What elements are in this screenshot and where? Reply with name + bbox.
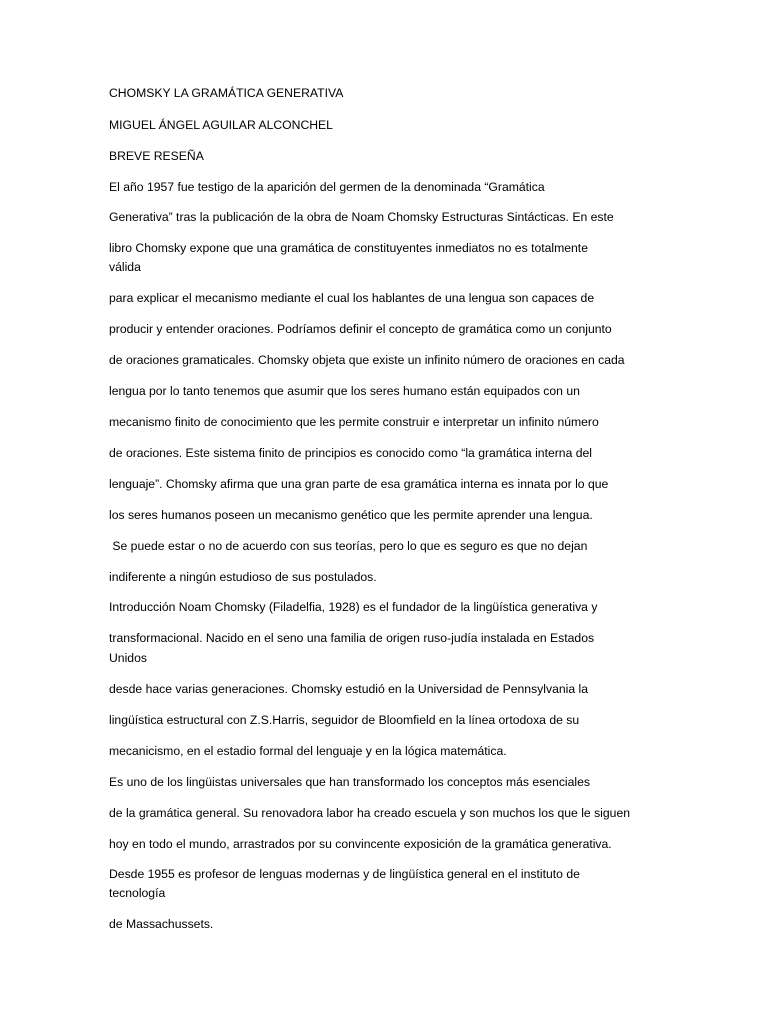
body-line: hoy en todo el mundo, arrastrados por su convincente exposición de la gramática generativa.: [109, 837, 612, 851]
body-line: libro Chomsky expone que una gramática de constituyentes inmediatos no es totalmente: [109, 241, 588, 255]
body-line: tecnología: [109, 886, 166, 900]
document-title: CHOMSKY LA GRAMÁTICA GENERATIVA: [109, 86, 344, 100]
body-line: Desde 1955 es profesor de lenguas modernas y de lingüística general en el instituto de: [109, 867, 580, 881]
document-author: MIGUEL ÁNGEL AGUILAR ALCONCHEL: [109, 118, 333, 132]
body-line: indiferente a ningún estudioso de sus postulados.: [109, 570, 377, 584]
body-line: Es uno de los lingüistas universales que han transformado los conceptos más esenciales: [109, 775, 591, 789]
body-line: los seres humanos poseen un mecanismo genético que les permite aprender una lengua.: [109, 508, 593, 522]
body-line: lengua por lo tanto tenemos que asumir que los seres humano están equipados con un: [109, 384, 580, 398]
body-line: mecanicismo, en el estadio formal del lenguaje y en la lógica matemática.: [109, 744, 507, 758]
section-heading: BREVE RESEÑA: [109, 149, 204, 163]
body-line: válida: [109, 260, 141, 274]
body-line: de Massachussets.: [109, 917, 214, 931]
body-line: de oraciones gramaticales. Chomsky objeta que existe un infinito número de oraciones en cada: [109, 353, 625, 367]
body-line: Generativa” tras la publicación de la obra de Noam Chomsky Estructuras Sintácticas. En este: [109, 210, 614, 224]
body-line: mecanismo finito de conocimiento que les permite construir e interpretar un infinito número: [109, 415, 599, 429]
body-line: para explicar el mecanismo mediante el cual los hablantes de una lengua son capaces de: [109, 291, 595, 305]
body-line: de oraciones. Este sistema finito de principios es conocido como “la gramática interna del: [109, 446, 593, 460]
body-line: El año 1957 fue testigo de la aparición del germen de la denominada “Gramática: [109, 180, 545, 194]
body-line: producir y entender oraciones. Podríamos definir el concepto de gramática como un conjunto: [109, 322, 612, 336]
body-line: Introducción Noam Chomsky (Filadelfia, 1928) es el fundador de la lingüística generativa y: [109, 600, 598, 614]
body-line: Se puede estar o no de acuerdo con sus teorías, pero lo que es seguro es que no dejan: [109, 539, 588, 553]
body-line: de la gramática general. Su renovadora labor ha creado escuela y son muchos los que le siguen: [109, 806, 630, 820]
body-line: Unidos: [109, 651, 147, 665]
body-line: desde hace varias generaciones. Chomsky estudió en la Universidad de Pennsylvania la: [109, 682, 588, 696]
body-line: transformacional. Nacido en el seno una familia de origen ruso-judía instalada en Estados: [109, 631, 595, 645]
body-line: lenguaje”. Chomsky afirma que una gran parte de esa gramática interna es innata por lo que: [109, 477, 609, 491]
body-line: lingüística estructural con Z.S.Harris, seguidor de Bloomfield en la línea ortodoxa de su: [109, 713, 580, 727]
